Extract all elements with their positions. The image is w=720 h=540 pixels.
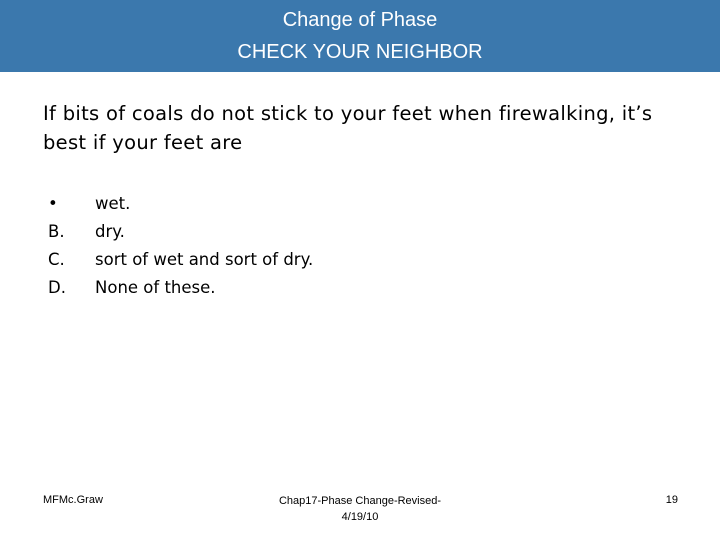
choice-d-marker: D.	[48, 278, 66, 297]
slide-subtitle: CHECK YOUR NEIGHBOR	[237, 41, 483, 63]
question-text: If bits of coals do not stick to your feet when firewalking, it’s best if your feet are	[43, 102, 653, 154]
choice-a	[48, 190, 608, 218]
page-number: 19	[665, 494, 678, 506]
choice-c	[48, 246, 608, 274]
footer-author: MFMc.Graw	[43, 494, 103, 506]
footer-filename	[240, 493, 480, 525]
choice-b	[48, 218, 608, 246]
title-bar	[0, 0, 720, 72]
choice-c-marker: C.	[48, 250, 65, 269]
choice-a-text: wet.	[95, 194, 131, 213]
choice-c-text: sort of wet and sort of dry.	[95, 250, 314, 269]
answer-choices	[48, 190, 608, 302]
footer-filename-line2: 4/19/10	[341, 511, 379, 523]
footer-filename-line1: Chap17-Phase Change-Revised-	[278, 495, 442, 507]
choice-a-marker: •	[48, 194, 58, 213]
choice-d	[48, 274, 608, 302]
choice-b-marker: B.	[48, 222, 65, 241]
choice-b-text: dry.	[95, 222, 125, 241]
slide-title: Change of Phase	[282, 9, 438, 31]
choice-d-text: None of these.	[95, 278, 216, 297]
